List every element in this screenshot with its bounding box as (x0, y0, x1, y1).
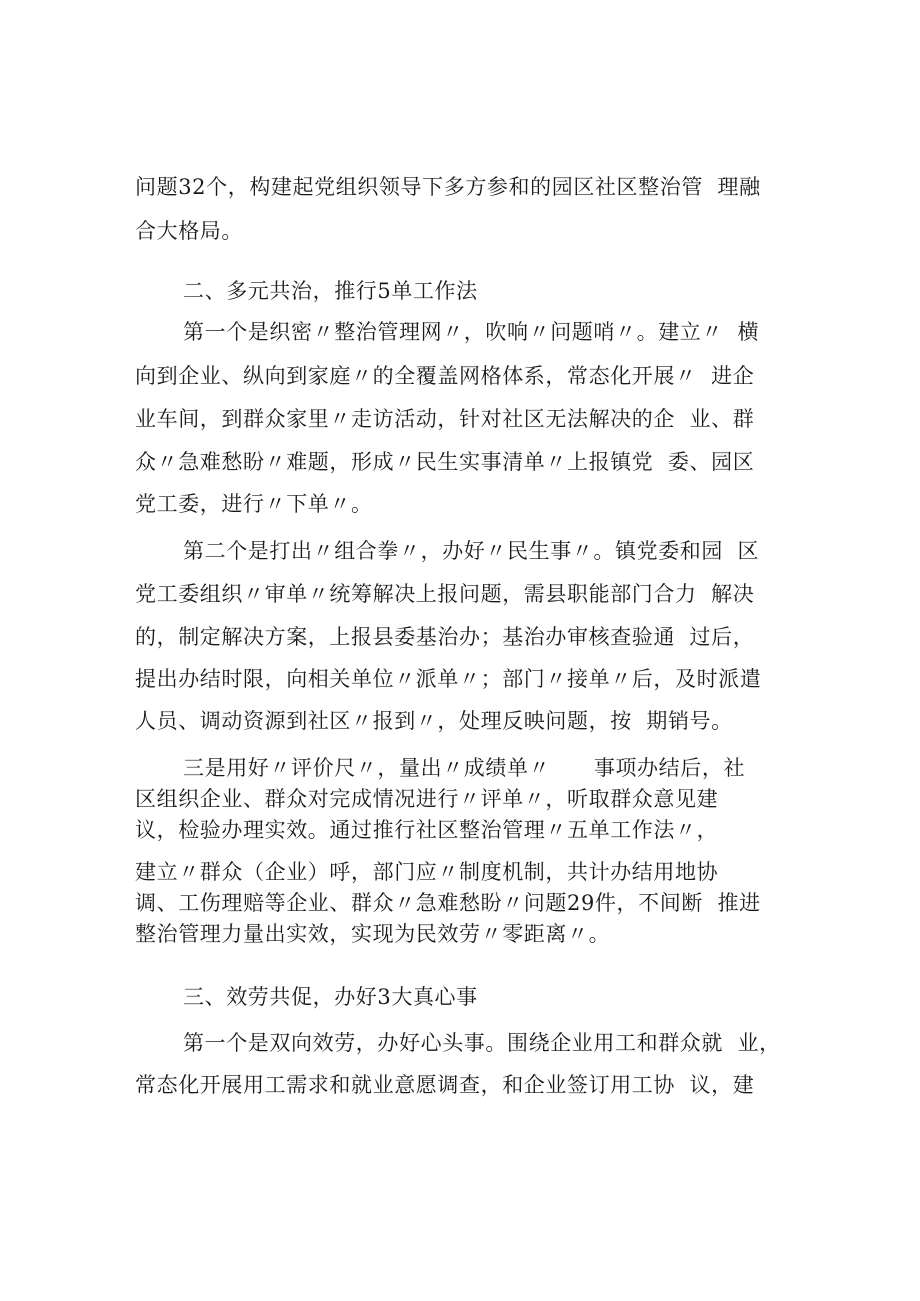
paragraph-line: 第二个是打出〃组合拳〃，办好〃民生事〃。镇党委和园 区 (183, 539, 760, 563)
paragraph-line: 第一个是织密〃整治管理网〃，吹响〃问题哨〃。建立〃 横 (183, 320, 760, 344)
paragraph-line: 人员、调动资源到社区〃报到〃，处理反映问题，按 期销号。 (135, 709, 733, 733)
paragraph-line: 问题32个，构建起党组织领导下多方参和的园区社区整治管 理融 (135, 175, 761, 199)
paragraph-line: 调、工伤理赔等企业、群众〃急难愁盼〃问题29件，不间断 推进 (135, 891, 761, 915)
section-heading: 二、多元共治，推行5单工作法 (183, 279, 478, 303)
paragraph-line: 三是用好〃评价尺〃，量出〃成绩单〃 事项办结后，社 (183, 756, 746, 780)
paragraph-line: 众〃急难愁盼〃难题，形成〃民生实事清单〃上报镇党 委、园区 (135, 450, 755, 474)
paragraph-line: 建立〃群众（企业）呼，部门应〃制度机制，共计办结用地协 (135, 860, 719, 884)
section-heading: 三、效劳共促，办好3大真心事 (183, 985, 478, 1009)
paragraph-line: 合大格局。 (135, 219, 243, 243)
paragraph-line: 议，检验办理实效。通过推行社区整治管理〃五单工作法〃， (135, 818, 719, 842)
paragraph-line: 整治管理力量出实效，实现为民效劳〃零距离〃。 (135, 922, 611, 946)
paragraph-line: 向到企业、纵向到家庭〃的全覆盖网格体系，常态化开展〃 进企 (135, 364, 755, 388)
paragraph-line: 提出办结时限，向相关单位〃派单〃；部门〃接单〃后，及时派遣 (135, 667, 762, 691)
paragraph-line: 区组织企业、群众对完成情况进行〃评单〃，听取群众意见建 (135, 787, 719, 811)
paragraph-line: 党工委组织〃审单〃统筹解决上报问题，需县职能部门合力 解决 (135, 582, 755, 606)
paragraph-line: 党工委，进行〃下单〃。 (135, 492, 373, 516)
paragraph-line: 业车间，到群众家里〃走访活动，针对社区无法解决的企 业、群 (135, 407, 755, 431)
paragraph-line: 第一个是双向效劳，办好心头事。围绕企业用工和群众就 业， (183, 1031, 781, 1055)
paragraph-line: 常态化开展用工需求和就业意愿调查，和企业签订用工协 议，建 (135, 1073, 755, 1097)
paragraph-line: 的，制定解决方案，上报县委基治办；基治办审核查验通 过后， (135, 625, 755, 649)
